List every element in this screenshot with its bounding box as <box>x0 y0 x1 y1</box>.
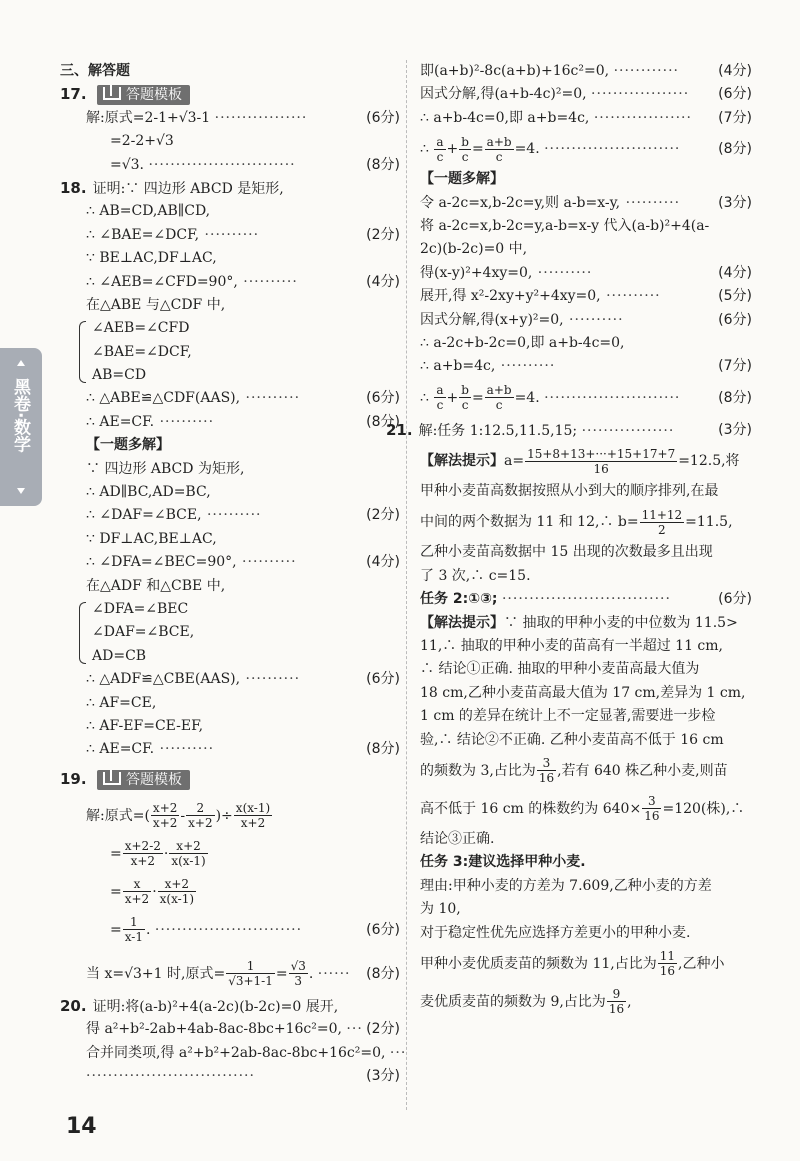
arrow-down-icon <box>17 488 25 494</box>
solution-line: 展开,得 x²-2xy+y²+4xy=0, ·········· (5分) <box>420 288 752 305</box>
section-title: 三、解答题 <box>60 63 130 79</box>
q17-line: =2-2+√3 <box>110 133 174 150</box>
solution-line: ∴ AB=CD,AB∥CD, <box>86 203 211 220</box>
q21-line: 中间的两个数据为 11 和 12,∴ b= $\frac{11+12}{2}$ =11.5, <box>420 507 733 537</box>
equation-system <box>86 598 400 668</box>
q21-line: 理由:甲种小麦的方差为 7.609,乙种小麦的方差 <box>420 877 712 894</box>
q21-line: 乙种小麦苗高数据中 15 出现的次数最多且出现 <box>420 544 713 561</box>
system-row: ∠DFA=∠BEC <box>92 600 189 617</box>
q21-line: 1 cm 的差异在统计上不一定显著,需要进一步检 <box>420 708 716 725</box>
solution-line: 18. 证明:∵ 四边形 ABCD 是矩形, <box>60 178 284 197</box>
brace-icon <box>79 602 86 664</box>
alt-solution-title: 【一题多解】 <box>420 171 504 188</box>
q21-line: 为 10, <box>420 901 461 918</box>
template-badge: 答题模板 <box>97 85 190 105</box>
q18-block <box>60 177 400 762</box>
solution-line: ∴ AE=CF. ·········· (8分) <box>86 413 400 430</box>
system-row: ∠DAF=∠BCE, <box>92 624 195 641</box>
q21-line: 的频数为 3,占比为 $\frac{3}{16}$ ,若有 640 株乙种小麦,则苗 <box>420 756 728 786</box>
q21-line: 对于稳定性优先应选择方差更小的甲种小麦. <box>420 924 691 941</box>
solution-line: ∴ AE=CF. ·········· (8分) <box>86 741 400 758</box>
alt-solution-title: 【一题多解】 <box>86 437 170 454</box>
solution-line: ∴ a+b=4c, ·········· (7分) <box>420 358 752 375</box>
solution-line: 得(x-y)²+4xy=0, ·········· (4分) <box>420 264 752 281</box>
q20-line: 20. 证明:将(a-b)²+4(a-2c)(b-2c)=0 展开, <box>60 996 339 1015</box>
arrow-up-icon <box>17 360 25 366</box>
q20-line: 得 a²+b²-2ab+4ab-8ac-8bc+16c²=0, ··· (2分) <box>86 1021 400 1038</box>
q21-line: 任务 2:①③; ······························· (6分) <box>420 591 752 608</box>
solution-line: ∴ ∠DFA=∠BEC=90°, ·········· (4分) <box>86 554 400 571</box>
q20-alt-line: ∴ $\frac{a}{c}$ + $\frac{b}{c}$ = $\frac{a+b}{c}$ =4. ························· (8分) <box>420 383 752 413</box>
q17-header <box>60 83 400 106</box>
q21-line: 【解法提示】a= $\frac{15+8+13+\cdot\cdot\cdot+15+17+7}{16}$ =12.5,将 <box>420 446 740 476</box>
q21-line: 验,∴ 结论②不正确. 乙种小麦苗高不低于 16 cm <box>420 731 724 748</box>
q21-line: 甲种小麦苗高数据按照从小到大的顺序排列,在最 <box>420 483 719 500</box>
solution-line: ∴ AF=CE, <box>86 694 157 711</box>
q21-line: ∴ 结论①正确. 抽取的甲种小麦苗高最大值为 <box>420 661 700 678</box>
side-tab-label: 黑卷·数学 <box>10 378 30 453</box>
system-row: AD=CB <box>92 647 147 664</box>
q19-line: = $\frac{x+2-2}{x+2}$ · $\frac{x+2}{x(x-1)}$ <box>110 839 206 869</box>
solution-line: ∴ ∠BAE=∠DCF, ·········· (2分) <box>86 226 400 243</box>
solution-line: 将 a-2c=x,b-2c=y,a-b=x-y 代入(a-b)²+4(a- <box>420 217 710 234</box>
template-badge: 答题模板 <box>97 770 190 790</box>
brace-icon <box>79 321 86 383</box>
q20-line: ∴ $\frac{a}{c}$ + $\frac{b}{c}$ = $\frac{a+b}{c}$ =4. ························· (8分) <box>420 134 752 164</box>
q21-line: 21. 解:任务 1:12.5,11.5,15; ················· (3分) <box>386 420 752 439</box>
q21-line: 任务 3:建议选择甲种小麦. <box>420 854 586 871</box>
solution-line: 因式分解,得(x+y)²=0, ·········· (6分) <box>420 311 752 328</box>
equation-system <box>86 317 400 387</box>
q21-line: 【解法提示】∵ 抽取的甲种小麦的中位数为 11.5> <box>420 614 738 631</box>
q20-line: ······························· (3分) <box>86 1067 400 1084</box>
q21-line: 甲种小麦优质麦苗的频数为 11,占比为 $\frac{11}{16}$ ,乙种小 <box>420 949 725 979</box>
solution-line: ∵ DF⊥AC,BE⊥AC, <box>86 530 217 547</box>
side-tab <box>0 348 42 506</box>
solution-line: ∴ △ABE≌△CDF(AAS), ·········· (6分) <box>86 390 400 407</box>
solution-line: ∴ ∠AEB=∠CFD=90°, ·········· (4分) <box>86 273 400 290</box>
q19-line: 当 x=√3+1 时,原式= $\frac{1}{√3+1-1}$ = $\frac{√3}{3}$ . ······ (8分) <box>86 959 400 989</box>
q21-line: 结论③正确. <box>420 830 495 847</box>
q20-line: 合并同类项,得 a²+b²+2ab-8ac-8bc+16c²=0, ··· <box>86 1044 407 1061</box>
solution-line: ∵ 四边形 ABCD 为矩形, <box>86 460 245 477</box>
q21-line: 18 cm,乙种小麦苗高最大值为 17 cm,差异为 1 cm, <box>420 684 746 701</box>
q21-line: 高不低于 16 cm 的株数约为 640× $\frac{3}{16}$ =120(株),∴ <box>420 794 745 824</box>
solution-line: 2c)(b-2c)=0 中, <box>420 241 528 258</box>
solution-line: ∴ △ADF≌△CBE(AAS), ·········· (6分) <box>86 671 400 688</box>
column-divider <box>406 60 408 1110</box>
right-column <box>386 60 752 1021</box>
q21-line: 麦优质麦苗的频数为 9,占比为 $\frac{9}{16}$ , <box>420 987 632 1017</box>
q19-line: = $\frac{x}{x+2}$ · $\frac{x+2}{x(x-1)}$ <box>110 877 195 907</box>
q21-line: 了 3 次,∴ c=15. <box>420 567 531 584</box>
system-row: ∠BAE=∠DCF, <box>92 343 192 360</box>
q17-number: 17. <box>60 85 87 104</box>
q20-alt-block <box>420 168 752 379</box>
q17-line: 解:原式=2-1+√3-1 ················· (6分) <box>86 109 400 126</box>
solution-line: 在△ABE 与△CDF 中, <box>86 296 226 313</box>
page-number: 14 <box>66 1114 97 1139</box>
solution-line: ∴ AF-EF=CE-EF, <box>86 717 204 734</box>
system-row: AB=CD <box>92 367 147 384</box>
book-icon <box>103 772 121 785</box>
q19-line: = $\frac{1}{x-1}$ . ··························· (6分) <box>110 915 400 945</box>
book-icon <box>103 87 121 100</box>
system-row: ∠AEB=∠CFD <box>92 320 190 337</box>
solution-line: ∴ a-2c+b-2c=0,即 a+b-4c=0, <box>420 334 625 351</box>
solution-line: 令 a-2c=x,b-2c=y,则 a-b=x-y, ·········· (3分) <box>420 194 752 211</box>
q20-line: ∴ a+b-4c=0,即 a+b=4c, ·················· (7分) <box>420 109 752 126</box>
solution-line: 在△ADF 和△CBE 中, <box>86 577 226 594</box>
q20-line: 即(a+b)²-8c(a+b)+16c²=0, ············ (4分) <box>420 63 752 79</box>
q19-number: 19. <box>60 769 87 788</box>
q21-line: 11,∴ 抽取的甲种小麦的苗高有一半超过 11 cm, <box>420 638 723 655</box>
solution-line: ∴ AD∥BC,AD=BC, <box>86 484 211 501</box>
q20-line: 因式分解,得(a+b-4c)²=0, ·················· (6分) <box>420 86 752 103</box>
q17-line: =√3. ··························· (8分) <box>110 156 400 173</box>
q19-header <box>60 762 400 797</box>
q19-line: 解:原式=( $\frac{x+2}{x+2}$ - $\frac{2}{x+2}$ )÷ $\frac{x(x-1)}{x+2}$ <box>86 801 271 831</box>
solution-line: ∴ ∠DAF=∠BCE, ·········· (2分) <box>86 507 400 524</box>
solution-line: ∵ BE⊥AC,DF⊥AC, <box>86 250 217 267</box>
left-column <box>60 60 407 1088</box>
